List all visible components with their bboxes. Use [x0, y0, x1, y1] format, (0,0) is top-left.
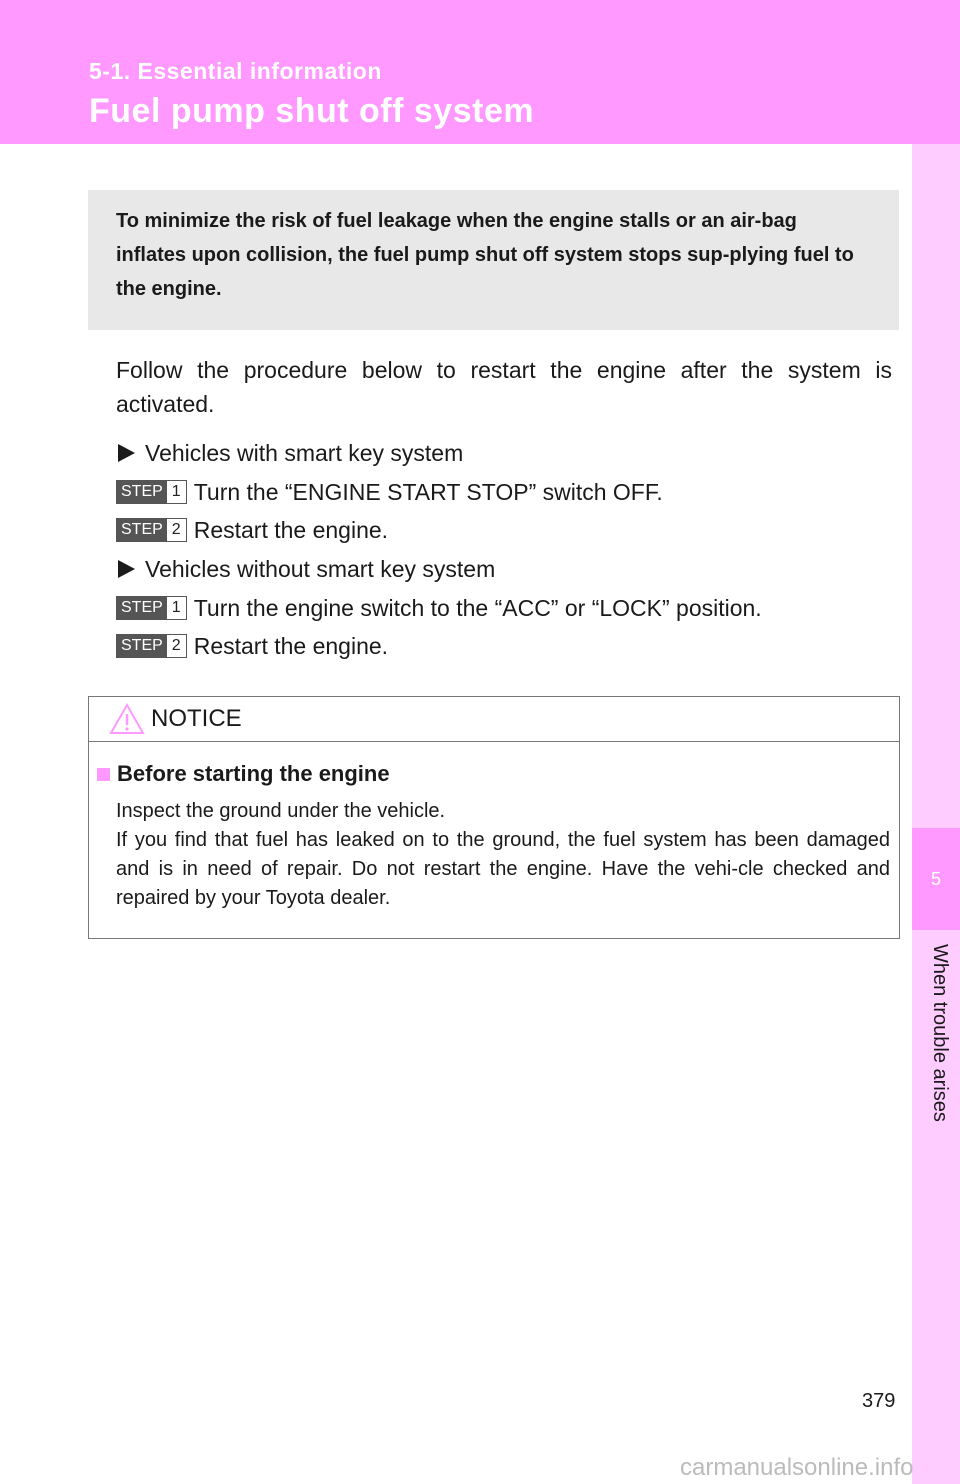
- step-badge-number: 2: [167, 519, 186, 541]
- notice-box: [88, 696, 900, 939]
- step-badge-number: 1: [167, 481, 186, 503]
- step-badge-label: STEP: [117, 481, 167, 503]
- page-title: Fuel pump shut off system: [89, 92, 535, 130]
- procedure-heading-smart-key: [116, 438, 463, 468]
- step-badge-label: STEP: [117, 597, 167, 619]
- step-badge-number: 1: [167, 597, 186, 619]
- warning-triangle-icon: [109, 703, 145, 735]
- step-text: Restart the engine.: [193, 633, 389, 659]
- step-badge: [116, 634, 187, 658]
- step-text: Turn the engine switch to the “ACC” or “LOCK” position.: [193, 595, 762, 621]
- triangle-right-icon: [118, 444, 135, 462]
- step-row: [116, 593, 762, 623]
- step-badge-label: STEP: [117, 519, 167, 541]
- step-text: Restart the engine.: [193, 517, 389, 543]
- step-text: Turn the “ENGINE START STOP” switch OFF.: [193, 479, 663, 505]
- page-number: 379: [862, 1390, 896, 1412]
- triangle-right-icon: [118, 560, 135, 578]
- chapter-number-tab[interactable]: 5: [912, 828, 960, 930]
- watermark: carmanualsonline.info: [680, 1454, 914, 1481]
- square-bullet-icon: [97, 768, 110, 781]
- notice-body: [116, 797, 890, 913]
- step-row: [116, 515, 388, 545]
- procedure-heading-label: Vehicles without smart key system: [145, 556, 496, 582]
- section-title: 5-1. Essential information: [89, 58, 382, 84]
- step-badge: [116, 518, 187, 542]
- procedure-heading-no-smart-key: [116, 554, 495, 584]
- page-header: [0, 0, 960, 144]
- notice-line: Inspect the ground under the vehicle.: [116, 800, 446, 822]
- step-row: [116, 631, 388, 661]
- chapter-side-tab: [912, 144, 960, 1484]
- step-badge: [116, 596, 187, 620]
- body-paragraph: Follow the procedure below to restart the engine after the system is activated.: [116, 357, 892, 417]
- notice-title: NOTICE: [151, 705, 242, 732]
- intro-box: To minimize the risk of fuel leakage when the engine stalls or an air-bag inflates upon collision, the fuel pump shut off system stops sup-plying fuel to the engine.: [88, 190, 899, 330]
- step-badge: [116, 480, 187, 504]
- step-row: [116, 477, 663, 507]
- chapter-label: When trouble arises: [929, 944, 951, 1122]
- procedure-heading-label: Vehicles with smart key system: [145, 440, 464, 466]
- step-badge-label: STEP: [117, 635, 167, 657]
- notice-subheading: [97, 761, 390, 787]
- notice-line: If you find that fuel has leaked on to the ground, the fuel system has been damaged and is in need of repair. Do not restart the engine. Have the vehi-cle checked and repaired by your Toyota dealer.: [116, 829, 890, 909]
- notice-subheading-text: Before starting the engine: [117, 761, 390, 786]
- step-badge-number: 2: [167, 635, 186, 657]
- notice-header: [89, 697, 899, 742]
